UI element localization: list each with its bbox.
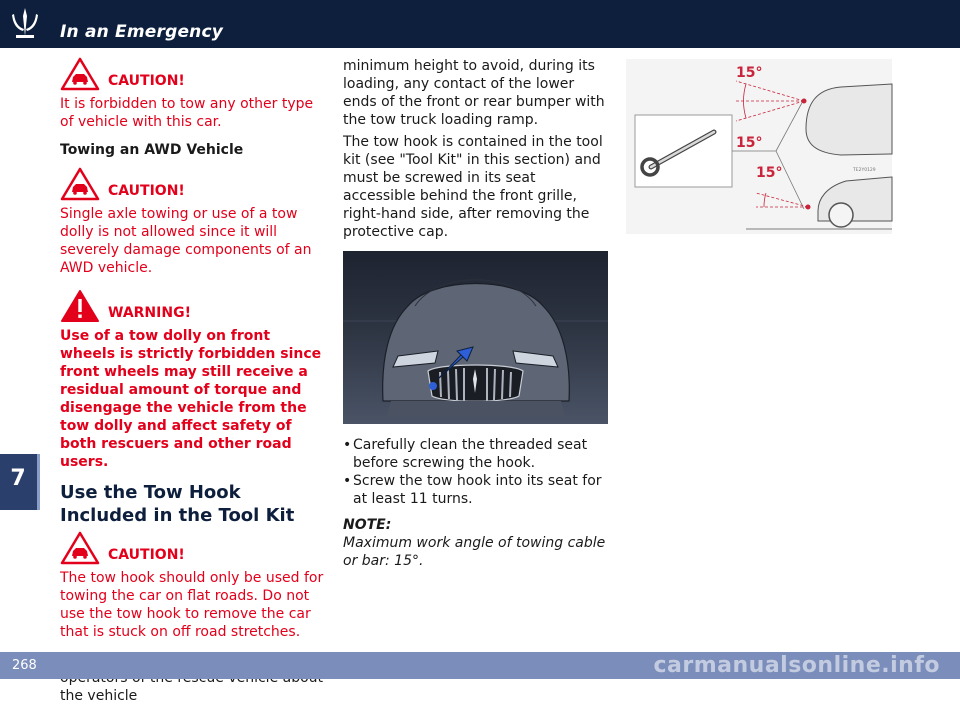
page-footer (0, 652, 960, 679)
caution-car-icon (60, 57, 100, 91)
body-paragraph: The tow hook is contained in the tool kit (see "Tool Kit" in this section) and must be screwed in its seat accessible behind the front grille, right-hand side, after removing the protective cap. (343, 134, 603, 240)
tow-angle-diagram (626, 59, 892, 234)
body-paragraph: minimum height to avoid, during its loading, any contact of the lower ends of the front or rear bumper with the tow truck loading ramp. (343, 58, 605, 128)
warning-text: Use of a tow dolly on front wheels is strictly forbidden since front wheels may still receive a residual amount of torque and disengage the vehicle from the tow dolly and affect safety of both rescuers and other road users. (60, 328, 322, 470)
figure-code: TE2Y0129 (853, 168, 876, 173)
note-label: NOTE: (343, 517, 392, 533)
caution-text: The tow hook should only be used for towing the car on flat roads. Do not use the tow hook to remove the car that is stuck on off road stretches. (60, 570, 324, 640)
section-title: Use the Tow Hook Included in the Tool Kit (60, 482, 295, 526)
angle-label-mid: 15° (736, 135, 763, 151)
caution-label: CAUTION! (108, 73, 185, 89)
watermark: carmanualsonline.info (653, 653, 940, 678)
caution-car-icon (60, 531, 100, 565)
body-paragraph: the vehicle (60, 688, 138, 704)
caution-text: It is forbidden to tow any other type of vehicle with this car. (60, 96, 314, 130)
page-number: 268 (12, 658, 37, 673)
page-title: In an Emergency (60, 22, 224, 42)
angle-label-bottom: 15° (756, 165, 783, 181)
caution-label: CAUTION! (108, 547, 185, 563)
note-text: Maximum work angle of towing cable or bar: 15°. (343, 535, 606, 569)
bullet-dot: • (343, 473, 352, 489)
warning-block (60, 289, 325, 323)
list-item-text: Carefully clean the threaded seat before screwing the hook. (353, 437, 588, 471)
list-item (343, 436, 611, 472)
chapter-number: 7 (10, 466, 26, 491)
warning-exclamation-icon (60, 289, 100, 323)
angle-label-top: 15° (736, 65, 763, 81)
page-header (0, 0, 960, 48)
car-front-tow-hook-image (343, 251, 608, 424)
chapter-tab (0, 454, 40, 510)
column-middle (343, 57, 611, 570)
caution-block (60, 531, 325, 565)
warning-label: WARNING! (108, 305, 191, 321)
column-left (60, 57, 325, 705)
caution-block (60, 57, 325, 91)
awd-heading: Towing an AWD Vehicle (60, 142, 244, 158)
list-item (343, 472, 611, 508)
caution-block (60, 167, 325, 201)
caution-car-icon (60, 167, 100, 201)
caution-text: Single axle towing or use of a tow dolly is not allowed since it will severely damage components of an AWD vehicle. (60, 206, 312, 276)
list-item-text: Screw the tow hook into its seat for at least 11 turns. (353, 473, 602, 507)
caution-label: CAUTION! (108, 183, 185, 199)
bullet-dot: • (343, 437, 352, 453)
trident-logo-icon (8, 6, 42, 42)
